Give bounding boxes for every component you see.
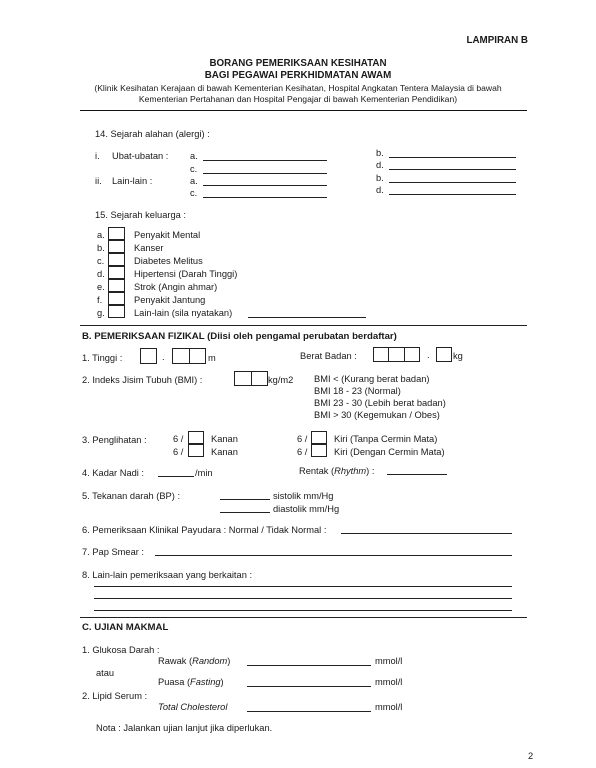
- vision-right-2-box[interactable]: [188, 444, 204, 457]
- vision-left-1-fraction: 6 /: [297, 434, 308, 444]
- allergy-other-d-line[interactable]: [389, 194, 516, 195]
- glucose-fasting-label: Puasa (Fasting): [158, 677, 224, 687]
- family-checkbox-mental[interactable]: [108, 227, 125, 240]
- family-letter-c: c.: [97, 256, 105, 266]
- family-label-stroke: Strok (Angin ahmar): [134, 282, 218, 292]
- bp-diastolic-unit: diastolik mm/Hg: [273, 504, 340, 514]
- bmi-range-over: BMI 23 - 30 (Lebih berat badan): [314, 398, 446, 408]
- vision-left-1-label: Kiri (Tanpa Cermin Mata): [334, 434, 438, 444]
- vision-left-2-fraction: 6 /: [297, 447, 308, 457]
- vision-right-1-box[interactable]: [188, 431, 204, 444]
- appendix-label: LAMPIRAN B: [466, 35, 528, 46]
- family-label-cancer: Kanser: [134, 243, 164, 253]
- vision-right-2-fraction: 6 /: [173, 447, 184, 457]
- family-letter-d: d.: [97, 269, 105, 279]
- section-b-heading: B. PEMERIKSAAN FIZIKAL (Diisi oleh pengamal perubatan berdaftar): [82, 331, 397, 342]
- allergy-drugs-label: Ubat-ubatan :: [112, 151, 169, 161]
- other-exam-label: 8. Lain-lain pemeriksaan yang berkaitan :: [82, 570, 253, 580]
- pap-smear-label: 7. Pap Smear :: [82, 547, 145, 557]
- allergy-drugs-b: b.: [376, 148, 384, 158]
- family-checkbox-cancer[interactable]: [108, 240, 125, 253]
- bmi-range-under: BMI < (Kurang berat badan): [314, 374, 430, 384]
- form-title-line2: BAGI PEGAWAI PERKHIDMATAN AWAM: [204, 70, 392, 81]
- height-unit: m: [208, 353, 216, 363]
- breast-exam-line[interactable]: [341, 533, 512, 534]
- vision-right-1-label: Kanan: [211, 434, 238, 444]
- allergy-i-number: i.: [95, 151, 100, 161]
- header-divider: [80, 110, 527, 111]
- height-meter-box[interactable]: [140, 348, 157, 364]
- glucose-random-unit: mmol/l: [375, 656, 403, 666]
- weight-label: Berat Badan :: [300, 351, 357, 361]
- family-letter-g: g.: [97, 308, 105, 318]
- section-divider-b: [80, 325, 527, 326]
- allergy-other-b-line[interactable]: [389, 182, 516, 183]
- family-label-other: Lain-lain (sila nyatakan): [134, 308, 233, 318]
- bmi-box-divider: [251, 371, 252, 386]
- allergy-other-a: a.: [190, 176, 198, 186]
- weight-box-divider-2: [404, 347, 405, 362]
- weight-whole-box[interactable]: [373, 347, 420, 362]
- allergy-drugs-a: a.: [190, 151, 198, 161]
- family-letter-e: e.: [97, 282, 105, 292]
- weight-unit: kg: [453, 351, 463, 361]
- glucose-fasting-line[interactable]: [247, 686, 371, 687]
- bp-label: 5. Tekanan darah (BP) :: [82, 491, 181, 501]
- allergy-drugs-d: d.: [376, 160, 384, 170]
- vision-left-2-label: Kiri (Dengan Cermin Mata): [334, 447, 445, 457]
- vision-label: 3. Penglihatan :: [82, 435, 147, 445]
- lab-note: Nota : Jalankan ujian lanjut jika diperlukan.: [96, 723, 273, 733]
- section-c-heading: C. UJIAN MAKMAL: [82, 622, 169, 633]
- rhythm-line[interactable]: [387, 474, 447, 475]
- family-checkbox-heart[interactable]: [108, 292, 125, 305]
- pulse-label: 4. Kadar Nadi :: [82, 468, 145, 478]
- family-checkbox-diabetes[interactable]: [108, 253, 125, 266]
- pulse-line[interactable]: [158, 476, 194, 477]
- family-label-hypertension: Hipertensi (Darah Tinggi): [134, 269, 238, 279]
- allergy-other-c-line[interactable]: [203, 197, 327, 198]
- family-letter-f: f.: [97, 295, 103, 305]
- height-label: 1. Tinggi :: [82, 353, 123, 363]
- other-exam-line-2[interactable]: [94, 598, 512, 599]
- glucose-random-label: Rawak (Random): [158, 656, 231, 666]
- bmi-range-obese: BMI > 30 (Kegemukan / Obes): [314, 410, 440, 420]
- allergy-heading: 14. Sejarah alahan (alergi) :: [95, 129, 210, 139]
- allergy-drugs-c-line[interactable]: [203, 173, 327, 174]
- bp-systolic-unit: sistolik mm/Hg: [273, 491, 334, 501]
- allergy-other-label: Lain-lain :: [112, 176, 153, 186]
- weight-box-divider-1: [388, 347, 389, 362]
- family-letter-a: a.: [97, 230, 105, 240]
- allergy-other-b: b.: [376, 173, 384, 183]
- allergy-other-d: d.: [376, 185, 384, 195]
- cholesterol-label: Total Cholesterol: [158, 702, 228, 712]
- glucose-random-line[interactable]: [247, 665, 371, 666]
- pap-smear-line[interactable]: [155, 555, 512, 556]
- allergy-other-c: c.: [190, 188, 198, 198]
- vision-right-2-label: Kanan: [211, 447, 238, 457]
- form-subtitle-line1: (Klinik Kesihatan Kerajaan di bawah Kementerian Kesihatan, Hospital Angkatan Tentera Malaysia di bawah: [94, 83, 502, 93]
- bmi-range-normal: BMI 18 - 23 (Normal): [314, 386, 401, 396]
- breast-exam-label: 6. Pemeriksaan Klinikal Payudara : Normal / Tidak Normal :: [82, 525, 327, 535]
- allergy-drugs-a-line[interactable]: [203, 160, 327, 161]
- cholesterol-line[interactable]: [247, 711, 371, 712]
- allergy-drugs-c: c.: [190, 164, 198, 174]
- height-decimal-point: .: [162, 352, 165, 362]
- other-exam-line-3[interactable]: [94, 610, 512, 611]
- family-other-line[interactable]: [248, 317, 366, 318]
- rhythm-label: Rentak (Rhythm) :: [299, 466, 375, 476]
- family-label-heart: Penyakit Jantung: [134, 295, 206, 305]
- bp-systolic-line[interactable]: [220, 499, 270, 500]
- family-checkbox-stroke[interactable]: [108, 279, 125, 292]
- page-number: 2: [528, 751, 534, 761]
- other-exam-line-1[interactable]: [94, 586, 512, 587]
- family-checkbox-hypertension[interactable]: [108, 266, 125, 279]
- form-subtitle-line2: Kementerian Pertahanan dan Hospital Pengajar di bawah Kementerian Pendidikan): [138, 94, 458, 104]
- family-checkbox-other[interactable]: [108, 305, 125, 318]
- bp-diastolic-line[interactable]: [220, 512, 270, 513]
- glucose-label: 1. Glukosa Darah :: [82, 645, 160, 655]
- weight-decimal-point: .: [427, 350, 430, 360]
- bmi-label: 2. Indeks Jisim Tubuh (BMI) :: [82, 375, 203, 385]
- vision-right-1-fraction: 6 /: [173, 434, 184, 444]
- allergy-drugs-b-line[interactable]: [389, 157, 516, 158]
- glucose-or: atau: [96, 668, 115, 678]
- family-label-diabetes: Diabetes Melitus: [134, 256, 203, 266]
- cholesterol-unit: mmol/l: [375, 702, 403, 712]
- family-label-mental: Penyakit Mental: [134, 230, 201, 240]
- lipid-label: 2. Lipid Serum :: [82, 691, 148, 701]
- vision-left-2-box[interactable]: [311, 444, 327, 457]
- family-history-heading: 15. Sejarah keluarga :: [95, 210, 186, 220]
- bmi-unit: kg/m2: [268, 375, 294, 385]
- height-cm-box-divider: [189, 348, 190, 364]
- allergy-other-a-line[interactable]: [203, 185, 327, 186]
- pulse-unit: /min: [195, 468, 213, 478]
- family-letter-b: b.: [97, 243, 105, 253]
- form-title-line1: BORANG PEMERIKSAAN KESIHATAN: [209, 58, 387, 69]
- glucose-fasting-unit: mmol/l: [375, 677, 403, 687]
- section-divider-c: [80, 617, 527, 618]
- vision-left-1-box[interactable]: [311, 431, 327, 444]
- allergy-drugs-d-line[interactable]: [389, 169, 516, 170]
- allergy-ii-number: ii.: [95, 176, 102, 186]
- weight-decimal-box[interactable]: [436, 347, 452, 362]
